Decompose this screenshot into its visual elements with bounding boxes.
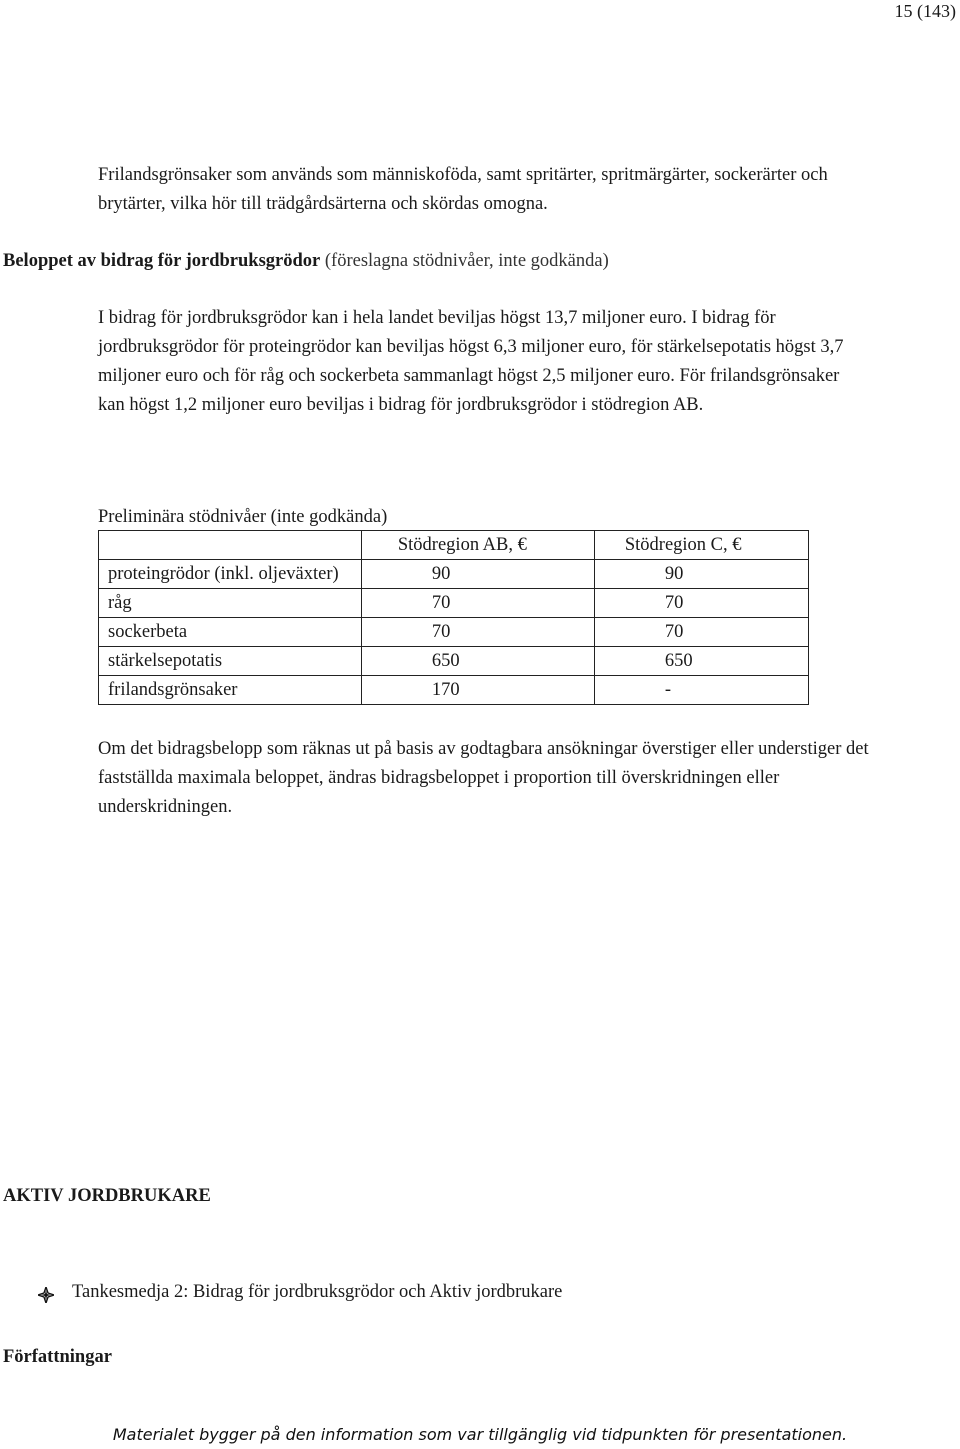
table-cell: 90 xyxy=(361,560,594,589)
page-number: 15 (143) xyxy=(894,1,956,21)
table-cell: 70 xyxy=(594,589,808,618)
table-row xyxy=(99,618,809,647)
table-cell: 70 xyxy=(361,618,594,647)
table-row xyxy=(99,676,809,705)
table-cell: 70 xyxy=(361,589,594,618)
authors-heading: Författningar xyxy=(3,1347,112,1367)
bullet-item xyxy=(38,1278,562,1306)
amount-heading-note: (föreslagna stödnivåer, inte godkända) xyxy=(320,251,609,271)
amount-heading-bold: Beloppet av bidrag för jordbruksgrödor xyxy=(3,251,321,271)
table-header-cell: Stödregion C, € xyxy=(594,531,808,560)
diamond-bullet-icon xyxy=(38,1284,54,1300)
table-cell: sockerbeta xyxy=(99,618,362,647)
table-caption: Preliminära stödnivåer (inte godkända) xyxy=(98,507,388,527)
support-level-table xyxy=(98,530,809,705)
amount-section-body: I bidrag för jordbruksgrödor kan i hela landet beviljas högst 13,7 miljoner euro. I bidrag för jordbruksgrödor för proteingrödor kan beviljas högst 6,3 miljoner euro, för stärkelsepotatis högst 3,7 miljoner euro och för råg och sockerbeta sammanlagt högst 2,5 miljoner euro. För frilandsgrönsaker kan högst 1,2 miljoner euro beviljas i bidrag för jordbruksgrödor i stödregion AB. xyxy=(98,308,844,415)
bullet-text: Tankesmedja 2: Bidrag för jordbruksgrödor och Aktiv jordbrukare xyxy=(72,1282,563,1302)
table-header-cell: Stödregion AB, € xyxy=(361,531,594,560)
table-cell: 170 xyxy=(361,676,594,705)
table-cell: proteingrödor (inkl. oljeväxter) xyxy=(99,560,362,589)
table-cell: frilandsgrönsaker xyxy=(99,676,362,705)
table-header-cell xyxy=(99,531,362,560)
intro-paragraph: Frilandsgrönsaker som används som människoföda, samt spritärter, spritmärgärter, sockerärter och brytärter, vilka hör till trädgårdsärterna och skördas omogna. xyxy=(98,165,828,214)
table-cell: 650 xyxy=(361,647,594,676)
table-row xyxy=(99,647,809,676)
amount-section-heading xyxy=(3,247,609,276)
table-cell: - xyxy=(594,676,808,705)
table-row xyxy=(99,560,809,589)
table-cell: stärkelsepotatis xyxy=(99,647,362,676)
adjustment-paragraph: Om det bidragsbelopp som räknas ut på basis av godtagbara ansökningar överstiger eller understiger det fastställda maximala beloppet, ändras bidragsbeloppet i proportion till överskridningen eller underskridningen. xyxy=(98,739,869,817)
table-cell: råg xyxy=(99,589,362,618)
table-cell: 650 xyxy=(594,647,808,676)
table-cell: 90 xyxy=(594,560,808,589)
active-farmer-heading: AKTIV JORDBRUKARE xyxy=(3,1186,211,1206)
table-header-row xyxy=(99,531,809,560)
table-cell: 70 xyxy=(594,618,808,647)
footer-note: Materialet bygger på den information som var tillgänglig vid tidpunkten för presentationen. xyxy=(112,1425,848,1444)
table-row xyxy=(99,589,809,618)
